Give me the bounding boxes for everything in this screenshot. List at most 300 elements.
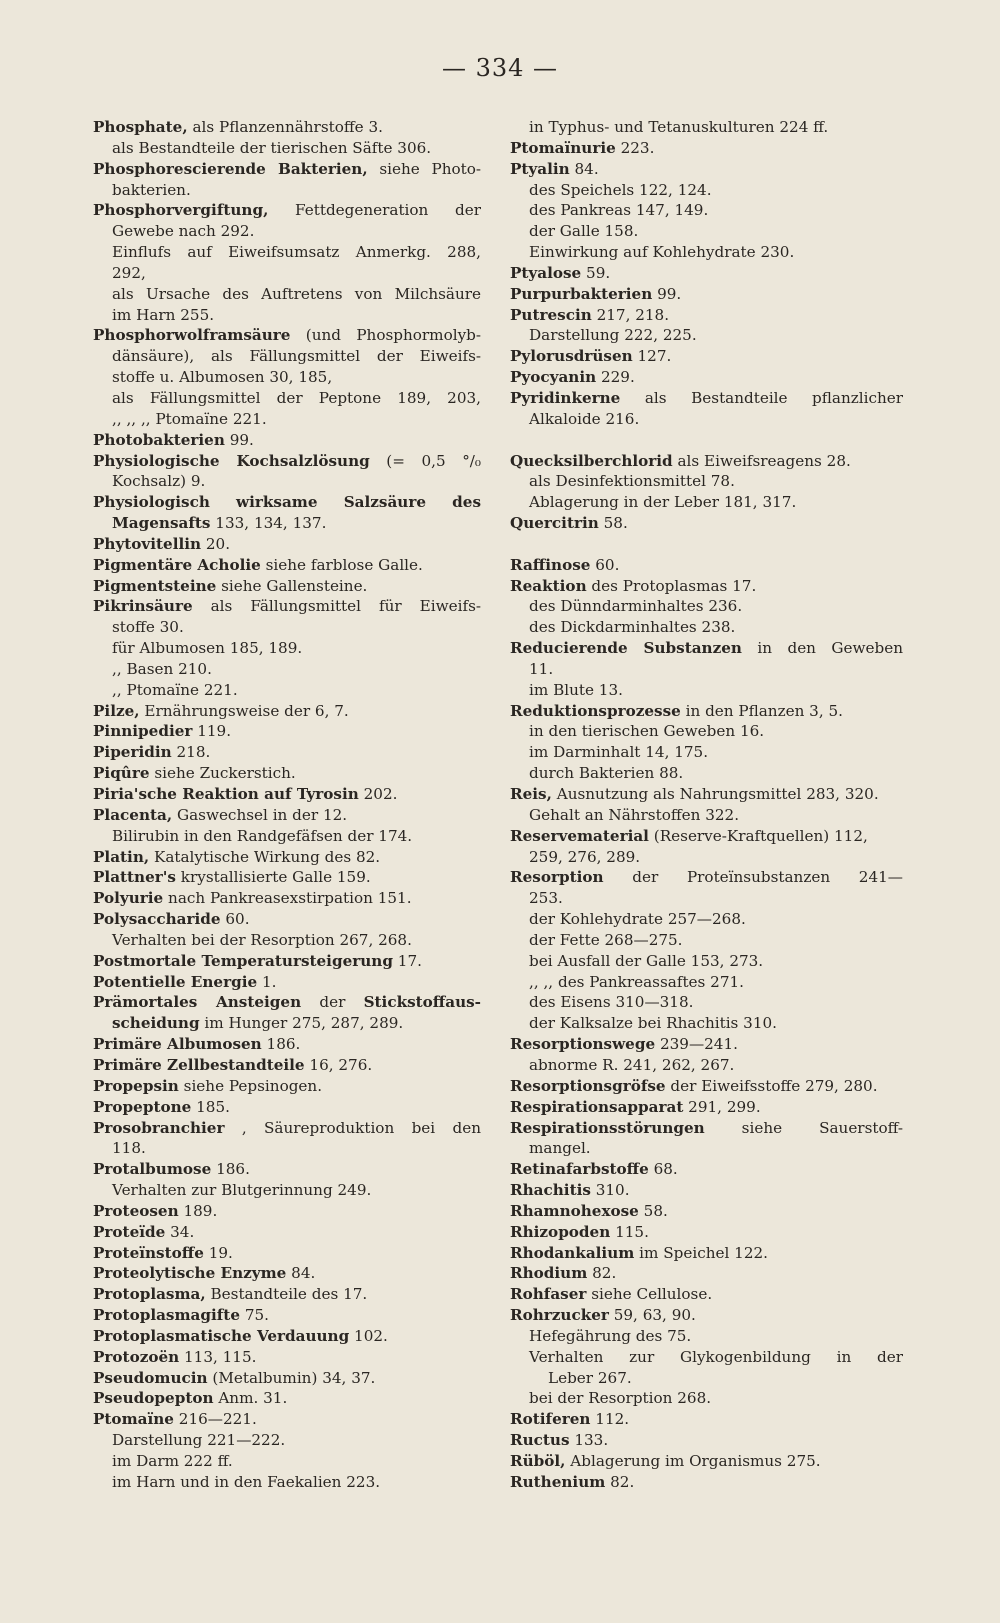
- index-reference: 113, 115.: [179, 1347, 257, 1366]
- index-subentry: [93, 409, 481, 430]
- index-reference: der Kohlehydrate 257—268.: [529, 910, 746, 929]
- letter-gap: [510, 534, 903, 555]
- index-subentry: [93, 638, 481, 659]
- index-reference: der Fette 268—275.: [529, 930, 683, 949]
- index-term: Pigmentsteine: [93, 576, 217, 595]
- index-subentry: [510, 200, 903, 221]
- index-subentry: [510, 1055, 903, 1076]
- index-entry: [510, 867, 903, 888]
- index-entry: [93, 596, 481, 617]
- index-term: Protoplasmatische Verdauung: [93, 1326, 350, 1345]
- index-subentry: [510, 680, 903, 701]
- index-subentry: [93, 388, 481, 409]
- index-entry: [93, 847, 481, 868]
- index-subentry: [510, 805, 903, 826]
- index-entry: [510, 1076, 903, 1097]
- index-subentry: [510, 742, 903, 763]
- index-entry: [93, 1305, 481, 1326]
- index-reference: 127.: [632, 347, 672, 366]
- index-reference: als Eiweifsreagens 28.: [672, 451, 851, 470]
- index-reference: 75.: [240, 1306, 269, 1325]
- index-entry: [93, 1388, 481, 1409]
- index-subentry: [510, 1326, 903, 1347]
- index-entry: [93, 492, 481, 513]
- index-term: Ruthenium: [510, 1472, 606, 1491]
- index-reference: Verhalten zur Blutgerinnung 249.: [112, 1181, 372, 1200]
- index-term: Primäre Zellbestandteile: [93, 1055, 305, 1074]
- index-reference: 82.: [605, 1472, 635, 1491]
- index-subentry: [93, 367, 481, 388]
- index-entry: [510, 576, 903, 597]
- index-entry: [510, 1305, 903, 1326]
- index-reference: 1.: [257, 972, 277, 991]
- index-entry: [510, 138, 903, 159]
- index-reference: 84.: [569, 159, 599, 178]
- index-subentry: [510, 1138, 903, 1159]
- index-reference: 310.: [590, 1181, 630, 1200]
- index-entry: [510, 284, 903, 305]
- index-reference: Gehalt an Nährstoffen 322.: [529, 805, 740, 824]
- index-entry: [510, 451, 903, 472]
- index-entry: [93, 117, 481, 138]
- index-entry: [510, 346, 903, 367]
- index-subentry: [93, 1472, 481, 1493]
- index-reference: 11.: [529, 659, 554, 678]
- index-entry: [510, 1243, 903, 1264]
- index-term: Rohrzucker: [510, 1306, 609, 1325]
- index-reference: des Pankreas 147, 149.: [529, 201, 709, 220]
- index-subentry: [510, 325, 903, 346]
- index-subentry: [93, 680, 481, 701]
- index-entry: [93, 1263, 481, 1284]
- index-term: scheidung: [112, 1014, 200, 1033]
- index-reference: Verhalten zur Glykogenbildung in der: [529, 1347, 903, 1366]
- index-reference: Ausnutzung als Nahrungsmittel 283, 320.: [551, 785, 879, 803]
- index-term: Purpurbakterien: [510, 284, 653, 303]
- index-subentry: [93, 471, 481, 492]
- index-term: Quecksilberchlorid: [510, 451, 673, 470]
- index-term: Propepsin: [93, 1076, 179, 1095]
- index-term: Pyocyanin: [510, 368, 597, 387]
- page-number: — 334 —: [441, 54, 559, 82]
- index-reference: 17.: [392, 951, 422, 970]
- index-reference: im Darminhalt 14, 175.: [529, 743, 709, 762]
- index-entry: [93, 1034, 481, 1055]
- index-reference: 84.: [286, 1264, 316, 1283]
- index-reference: siehe Cellulose.: [586, 1285, 713, 1304]
- index-subentry: [510, 909, 903, 930]
- index-reference: der Eiweifsstoffe 279, 280.: [665, 1076, 878, 1095]
- index-subentry: [510, 409, 903, 430]
- index-term: Reducierende Substanzen: [510, 639, 742, 658]
- index-term: Protozoën: [93, 1347, 180, 1366]
- index-subentry: [93, 930, 481, 951]
- index-subentry: [93, 138, 481, 159]
- index-reference: dänsäure), als Fällungsmittel der Eiweifs-: [112, 347, 481, 366]
- index-reference: 20.: [201, 534, 231, 553]
- index-reference: 133.: [569, 1431, 609, 1450]
- index-entry: [510, 1430, 903, 1451]
- index-reference: als Bestandteile pflanzlicher: [620, 388, 903, 407]
- index-reference: als Fällungsmittel der Peptone 189, 203,: [112, 388, 481, 407]
- index-term: Polysaccharide: [93, 910, 221, 929]
- index-entry: [93, 513, 481, 534]
- index-subentry: [510, 242, 903, 263]
- index-subentry: [93, 1430, 481, 1451]
- index-reference: 59.: [581, 263, 611, 282]
- index-reference: 229.: [596, 368, 635, 387]
- index-reference: 16, 276.: [304, 1055, 373, 1074]
- index-reference: 59, 63, 90.: [608, 1306, 696, 1325]
- index-reference: 216—221.: [173, 1410, 257, 1429]
- index-entry: [93, 325, 481, 346]
- index-entry: [510, 1118, 903, 1139]
- index-reference: im Harn 255.: [112, 305, 215, 324]
- index-term: Rohfaser: [510, 1285, 587, 1304]
- index-entry: [93, 784, 481, 805]
- index-reference: 259, 276, 289.: [529, 847, 641, 866]
- index-entry: [93, 1243, 481, 1264]
- index-term: Proteosen: [93, 1201, 179, 1220]
- index-entry: [510, 701, 903, 722]
- index-reference: der: [301, 993, 364, 1012]
- index-entry: [93, 909, 481, 930]
- index-reference: der Kalksalze bei Rhachitis 310.: [529, 1014, 777, 1033]
- index-subentry: [510, 117, 903, 138]
- index-reference: im Darm 222 ff.: [112, 1452, 233, 1470]
- index-entry: [510, 159, 903, 180]
- index-reference: (Metalbumin) 34, 37.: [207, 1368, 376, 1387]
- index-term: Stickstoffaus-: [363, 993, 481, 1012]
- index-entry: [93, 1076, 481, 1097]
- index-term: Piperidin: [93, 743, 172, 762]
- index-reference: Alkaloide 216.: [529, 409, 640, 428]
- index-reference: 58.: [598, 514, 628, 533]
- index-entry: [510, 1263, 903, 1284]
- index-entry: [93, 1097, 481, 1118]
- index-reference: des Protoplasmas 17.: [586, 576, 757, 595]
- index-term: Propeptone: [93, 1097, 192, 1116]
- index-entry: [510, 1222, 903, 1243]
- index-subentry: [93, 617, 481, 638]
- index-entry: [510, 638, 903, 659]
- index-term: Postmortale Temperatursteigerung: [93, 951, 393, 970]
- index-reference: in Typhus- und Tetanuskulturen 224 ff.: [529, 118, 829, 136]
- index-reference: mangel.: [529, 1139, 591, 1158]
- index-reference: 60.: [590, 555, 620, 574]
- index-term: Protoplasma,: [93, 1285, 206, 1304]
- index-term: Phosphorwolframsäure: [93, 326, 291, 345]
- index-column-left: [93, 117, 481, 1493]
- index-term: Pilze,: [93, 701, 140, 720]
- index-term: Ptyalin: [510, 159, 570, 178]
- index-reference: 292,: [112, 263, 146, 282]
- index-subentry: [510, 1347, 903, 1368]
- index-subentry: [510, 492, 903, 513]
- index-subentry: [93, 263, 481, 284]
- index-subentry: [510, 1368, 903, 1389]
- index-reference: (Reserve-Kraftquellen) 112,: [648, 826, 868, 845]
- index-term: Raffinose: [510, 555, 591, 574]
- index-term: Proteolytische Enzyme: [93, 1264, 287, 1283]
- index-subentry: [510, 471, 903, 492]
- index-subentry: [510, 992, 903, 1013]
- index-entry: [510, 1451, 903, 1472]
- index-reference: in den Geweben: [741, 639, 903, 658]
- index-reference: siehe Sauerstoff-: [704, 1118, 903, 1137]
- index-entry: [93, 1055, 481, 1076]
- index-entry: [93, 951, 481, 972]
- index-reference: in den tierischen Geweben 16.: [529, 722, 765, 741]
- index-entry: [510, 826, 903, 847]
- index-term: Quercitrin: [510, 514, 599, 533]
- index-entry: [510, 367, 903, 388]
- index-reference: siehe Photo-: [367, 159, 481, 178]
- index-reference: (und Phosphormolyb-: [290, 326, 481, 345]
- index-term: Respirationsstörungen: [510, 1118, 705, 1137]
- index-reference: nach Pankreasexstirpation 151.: [163, 889, 412, 908]
- index-term: Plattner's: [93, 868, 176, 887]
- index-subentry: [93, 242, 481, 263]
- index-entry: [93, 1347, 481, 1368]
- index-term: Magensafts: [112, 514, 211, 533]
- index-term: Ptomaïne: [93, 1410, 174, 1429]
- index-term: Protalbumose: [93, 1160, 212, 1179]
- index-reference: 119.: [192, 722, 232, 741]
- index-reference: Einwirkung auf Kohlehydrate 230.: [529, 243, 795, 262]
- index-term: Rüböl,: [510, 1452, 566, 1470]
- index-reference: 60.: [220, 910, 250, 929]
- index-reference: 58.: [638, 1201, 668, 1220]
- index-reference: 19.: [203, 1243, 233, 1262]
- index-term: Piria'sche Reaktion auf Tyrosin: [93, 785, 359, 803]
- index-reference: Verhalten bei der Resorption 267, 268.: [112, 930, 412, 949]
- index-subentry: [93, 1138, 481, 1159]
- index-term: Polyurie: [93, 889, 164, 908]
- index-subentry: [510, 221, 903, 242]
- letter-gap: [510, 430, 903, 451]
- index-reference: im Speichel 122.: [634, 1243, 768, 1262]
- index-subentry: [93, 346, 481, 367]
- index-subentry: [510, 951, 903, 972]
- index-reference: 186.: [211, 1160, 250, 1179]
- index-entry: [93, 430, 481, 451]
- index-entry: [510, 513, 903, 534]
- index-reference: Gewebe nach 292.: [112, 222, 255, 241]
- index-term: Rhodankalium: [510, 1243, 635, 1262]
- index-reference: des Speichels 122, 124.: [529, 180, 712, 199]
- index-term: Resorptionsgröfse: [510, 1076, 666, 1095]
- index-reference: 118.: [112, 1139, 146, 1158]
- index-term: Putrescin: [510, 305, 592, 324]
- index-term: Potentielle Energie: [93, 972, 258, 991]
- index-term: Ptyalose: [510, 263, 582, 282]
- index-reference: 202.: [358, 785, 398, 803]
- index-term: Physiologische Kochsalzlösung: [93, 451, 370, 470]
- index-subentry: [510, 596, 903, 617]
- index-term: Pseudomucin: [93, 1368, 208, 1387]
- index-reference: 115.: [610, 1222, 649, 1241]
- index-reference: der Proteïnsubstanzen 241—: [603, 868, 903, 887]
- index-term: Rotiferen: [510, 1410, 591, 1429]
- index-entry: [93, 555, 481, 576]
- index-entry: [93, 576, 481, 597]
- index-reference: Einflufs auf Eiweifsumsatz Anmerkg. 288,: [112, 243, 481, 262]
- index-term: Ptomaïnurie: [510, 138, 616, 157]
- index-entry: [510, 1180, 903, 1201]
- index-subentry: [93, 221, 481, 242]
- index-reference: im Harn und in den Faekalien 223.: [112, 1472, 381, 1491]
- index-term: Resorptionswege: [510, 1035, 656, 1054]
- index-term: Reis,: [510, 785, 552, 803]
- index-term: Retinafarbstoffe: [510, 1160, 649, 1179]
- index-reference: 133, 134, 137.: [210, 514, 327, 533]
- index-reference: 82.: [587, 1264, 617, 1283]
- index-reference: ,, ,, des Pankreassaftes 271.: [529, 972, 744, 991]
- index-entry: [93, 1159, 481, 1180]
- index-entry: [93, 1222, 481, 1243]
- index-reference: als Desinfektionsmittel 78.: [529, 472, 735, 491]
- index-term: Prosobranchier: [93, 1118, 225, 1137]
- index-reference: Anm. 31.: [213, 1389, 288, 1408]
- index-reference: siehe farblose Galle.: [260, 555, 423, 574]
- index-entry: [510, 1284, 903, 1305]
- index-subentry: [510, 721, 903, 742]
- index-reference: 186.: [261, 1035, 301, 1054]
- index-entry: [510, 263, 903, 284]
- index-term: Pigmentäre Acholie: [93, 555, 261, 574]
- index-entry: [93, 1409, 481, 1430]
- index-reference: Leber 267.: [548, 1368, 632, 1387]
- index-subentry: [93, 826, 481, 847]
- index-reference: in den Pflanzen 3, 5.: [680, 701, 843, 720]
- index-entry: [93, 763, 481, 784]
- index-reference: als Fällungsmittel für Eiweifs-: [192, 597, 481, 616]
- index-reference: Darstellung 221—222.: [112, 1431, 286, 1450]
- index-subentry: [510, 180, 903, 201]
- index-term: Reaktion: [510, 576, 587, 595]
- index-reference: stoffe u. Albumosen 30, 185,: [112, 368, 333, 387]
- index-entry: [510, 1097, 903, 1118]
- index-reference: ,, Basen 210.: [112, 659, 212, 678]
- index-entry: [93, 742, 481, 763]
- index-reference: Ernährungsweise der 6, 7.: [139, 701, 349, 720]
- index-reference: durch Bakterien 88.: [529, 764, 684, 783]
- index-reference: 112.: [590, 1410, 630, 1429]
- index-entry: [93, 534, 481, 555]
- index-term: Physiologisch wirksame Salzsäure des: [93, 493, 481, 512]
- index-reference: 34.: [165, 1222, 195, 1241]
- index-entry: [510, 388, 903, 409]
- index-reference: 218.: [171, 743, 211, 762]
- index-term: Respirationsapparat: [510, 1097, 684, 1116]
- index-entry: [93, 159, 481, 180]
- index-entry: [93, 1201, 481, 1222]
- index-reference: krystallisierte Galle 159.: [175, 868, 371, 887]
- index-term: Pyridinkerne: [510, 388, 621, 407]
- index-term: Reduktionsprozesse: [510, 701, 681, 720]
- index-entry: [93, 200, 481, 221]
- index-term: Pseudopepton: [93, 1389, 214, 1408]
- index-entry: [93, 867, 481, 888]
- index-term: Proteïnstoffe: [93, 1243, 204, 1262]
- index-term: Primäre Albumosen: [93, 1035, 262, 1054]
- index-subentry: [93, 305, 481, 326]
- index-term: Rhizopoden: [510, 1222, 611, 1241]
- index-reference: bakterien.: [112, 180, 191, 199]
- index-reference: 239—241.: [655, 1035, 738, 1054]
- index-subentry: [510, 1388, 903, 1409]
- index-reference: siehe Pepsinogen.: [178, 1076, 323, 1095]
- index-subentry: [510, 888, 903, 909]
- index-reference: 223.: [615, 138, 655, 157]
- index-reference: , Säureproduktion bei den: [224, 1118, 481, 1137]
- index-reference: 217, 218.: [591, 305, 670, 324]
- index-term: Resorption: [510, 868, 604, 887]
- index-reference: Ablagerung im Organismus 275.: [565, 1452, 821, 1470]
- index-entry: [510, 784, 903, 805]
- index-term: Phosphorvergiftung,: [93, 201, 269, 220]
- index-term: Rhachitis: [510, 1181, 591, 1200]
- index-term: Protoplasmagifte: [93, 1306, 240, 1325]
- index-reference: als Bestandteile der tierischen Säfte 306.: [112, 138, 432, 157]
- index-entry: [510, 1472, 903, 1493]
- index-term: Pikrinsäure: [93, 597, 193, 616]
- index-entry: [510, 555, 903, 576]
- index-term: Pinnipedier: [93, 722, 193, 741]
- index-reference: im Hunger 275, 287, 289.: [199, 1014, 404, 1033]
- index-entry: [93, 1013, 481, 1034]
- index-term: Photobakterien: [93, 430, 225, 449]
- index-reference: 68.: [648, 1160, 678, 1179]
- index-entry: [93, 972, 481, 993]
- index-reference: im Blute 13.: [529, 680, 623, 699]
- index-term: Reservematerial: [510, 826, 649, 845]
- index-reference: ,, ,, ,, Ptomaïne 221.: [112, 409, 267, 428]
- index-term: Rhamnohexose: [510, 1201, 639, 1220]
- index-term: Phosphorescierende Bakterien,: [93, 159, 368, 178]
- index-term: Phosphate,: [93, 118, 188, 136]
- index-reference: 185.: [191, 1097, 230, 1116]
- index-entry: [93, 701, 481, 722]
- index-entry: [510, 305, 903, 326]
- index-subentry: [93, 284, 481, 305]
- index-term: Piqûre: [93, 764, 150, 783]
- index-reference: bei der Resorption 268.: [529, 1389, 712, 1408]
- index-reference: Hefegährung des 75.: [529, 1326, 692, 1345]
- index-reference: als Ursache des Auftretens von Milchsäure: [112, 284, 481, 303]
- index-reference: des Eisens 310—318.: [529, 993, 694, 1012]
- index-subentry: [510, 1013, 903, 1034]
- index-entry: [93, 1326, 481, 1347]
- index-reference: 189.: [178, 1201, 218, 1220]
- index-subentry: [93, 180, 481, 201]
- index-subentry: [510, 659, 903, 680]
- index-subentry: [510, 930, 903, 951]
- index-reference: siehe Zuckerstich.: [149, 764, 296, 783]
- index-entry: [93, 1284, 481, 1305]
- index-entry: [93, 721, 481, 742]
- index-reference: als Pflanzennährstoffe 3.: [187, 118, 383, 136]
- index-reference: 253.: [529, 889, 563, 908]
- index-term: Ructus: [510, 1431, 570, 1450]
- index-reference: Katalytische Wirkung des 82.: [149, 847, 381, 866]
- index-reference: 291, 299.: [683, 1097, 761, 1116]
- index-term: Proteïde: [93, 1222, 166, 1241]
- index-reference: Fettdegeneration der: [268, 201, 481, 220]
- index-reference: Bilirubin in den Randgefäfsen der 174.: [112, 826, 413, 845]
- index-reference: 99.: [652, 284, 682, 303]
